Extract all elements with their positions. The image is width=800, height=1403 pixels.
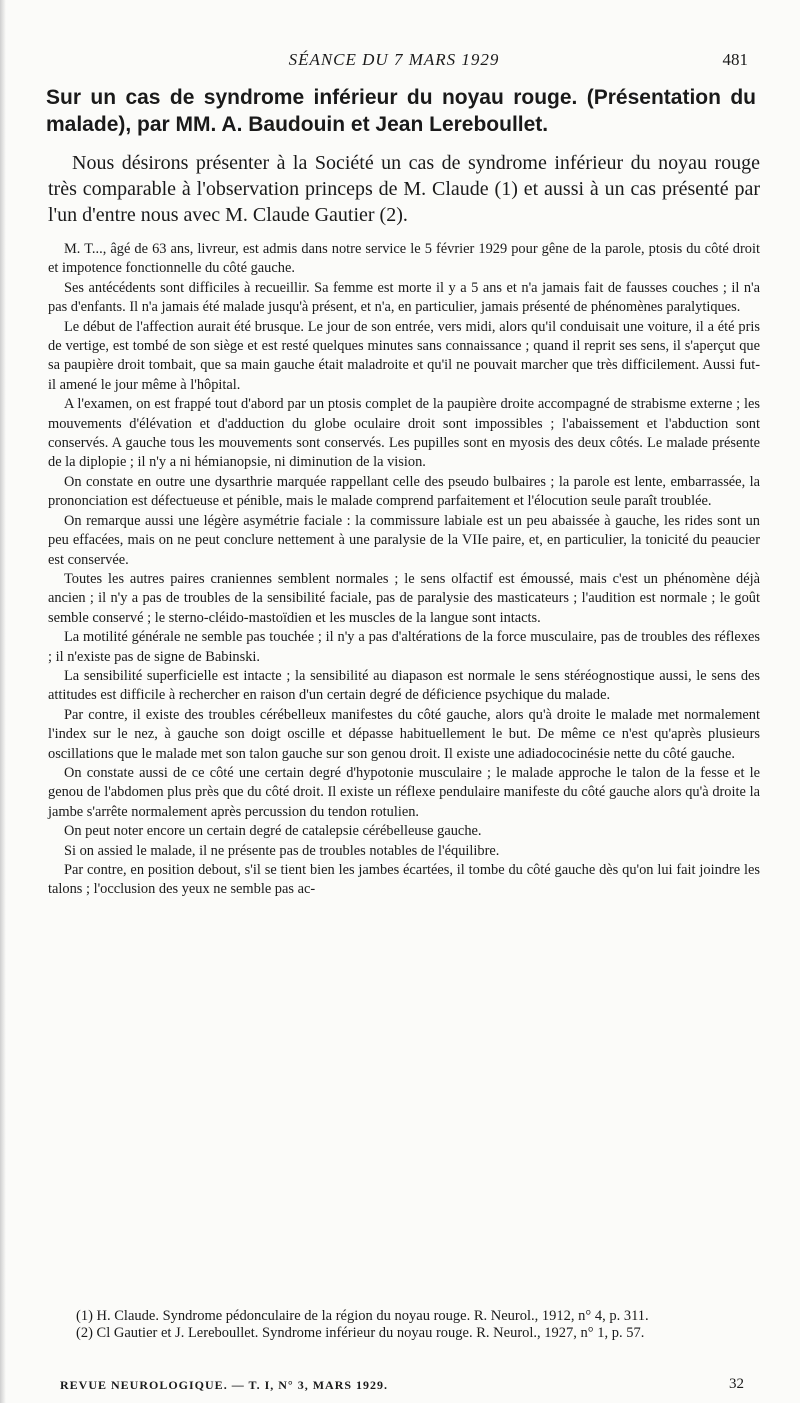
article-title: Sur un cas de syndrome inférieur du noyau rouge. (Présentation du malade), par MM. A. Baudouin et Jean Lereboullet. [46, 86, 756, 136]
body-paragraph: Par contre, en position debout, s'il se tient bien les jambes écartées, il tombe du côté gauche dès qu'on lui fait joindre les talons ; l'occlusion des yeux ne semble pas ac- [48, 862, 760, 898]
running-title: SÉANCE DU 7 MARS 1929 [288, 50, 500, 69]
body-paragraph: Si on assied le malade, il ne présente pas de troubles notables de l'équilibre. [64, 842, 500, 859]
page-footer [60, 1376, 744, 1396]
journal-reference: REVUE NEUROLOGIQUE. — T. I, N° 3, MARS 1929. [60, 1378, 389, 1392]
body-paragraph: Par contre, il existe des troubles cérébelleux manifestes du côté gauche, alors qu'à droite le malade met normalement l'index sur le nez, à gauche son doigt oscille et dépasse habituellement le but. De même ce n'est qu'après plusieurs oscillations que le malade met son talon gauche sur son genou droit. Il existe une adiadococinésie nette du côté gauche. [48, 706, 760, 762]
body-paragraph: Le début de l'affection aurait été brusque. Le jour de son entrée, vers midi, alors qu'il conduisait une voiture, il a été pris de vertige, est tombé de son siège et est resté quelques minutes sans connaissance ; quand il reprit ses sens, il s'aperçut que sa paupière droit tombait, que sa main gauche était maladroite et qu'il ne pouvait marcher que très difficilement. Aussi fut-il amené le jour même à l'hôpital. [48, 318, 760, 393]
footnote: (1) H. Claude. Syndrome pédonculaire de la région du noyau rouge. R. Neurol., 1912, n° 4, p. 311. [76, 1308, 649, 1324]
intro-paragraph: Nous désirons présenter à la Société un cas de syndrome inférieur du noyau rouge très comparable à l'observation princeps de M. Claude (1) et aussi à un cas présenté par l'un d'entre nous avec M. Claude Gautier (2). [48, 152, 760, 226]
page-edge-shadow [0, 0, 6, 1403]
body-paragraph: Toutes les autres paires craniennes semblent normales ; le sens olfactif est émoussé, mais c'est un phénomène déjà ancien ; il n'y a pas de troubles de la sensibilité faciale, pas de paralysie des masticateurs ; l'audition est normale ; le goût semble conservé ; le sterno-cléido-mastoïdien et les muscles de la langue sont intacts. [48, 570, 760, 626]
body-paragraph: On remarque aussi une légère asymétrie faciale : la commissure labiale est un peu abaissée à gauche, les rides sont un peu effacées, mais on ne peut conclure nettement à une paralysie de la VIIe paire, et, en particulier, la tonicité du peaucier est conservée. [48, 512, 760, 568]
body-paragraph: M. T..., âgé de 63 ans, livreur, est admis dans notre service le 5 février 1929 pour gêne de la parole, ptosis du côté droit et impotence fonctionnelle du côté gauche. [48, 241, 760, 277]
footnotes [56, 1308, 760, 1342]
footnote: (2) Cl Gautier et J. Lereboullet. Syndrome inférieur du noyau rouge. R. Neurol., 1927, n° 1, p. 57. [76, 1325, 645, 1341]
body-paragraph: La motilité générale ne semble pas touchée ; il n'y a pas d'altérations de la force musculaire, pas de troubles des réflexes ; il n'existe pas de signe de Babinski. [48, 629, 760, 665]
running-head [40, 50, 748, 74]
page-number: 481 [722, 50, 748, 69]
body-paragraph: On peut noter encore un certain degré de catalepsie cérébelleuse gauche. [64, 823, 482, 840]
signature-mark: 32 [729, 1376, 744, 1392]
body-paragraph: A l'examen, on est frappé tout d'abord par un ptosis complet de la paupière droite accompagné de strabisme externe ; les mouvements d'élévation et d'adduction du globe oculaire droit sont impossibles ; l'abaissement et l'abduction sont conservés. A gauche tous les mouvements sont conservés. Les pupilles sont en myosis des deux côtés. Le malade présente de la diplopie ; il n'y a ni hémianopsie, ni diminution de la vision. [48, 396, 760, 471]
body-paragraph: On constate aussi de ce côté une certain degré d'hypotonie musculaire ; le malade approche le talon de la fesse et le genou de l'abdomen plus près que du côté droit. Il existe un réflexe pendulaire manifeste du côté gauche alors qu'à droite la jambe s'arrête normalement après percussion du tendon rotulien. [48, 764, 760, 820]
body-paragraph: On constate en outre une dysarthrie marquée rappellant celle des pseudo bulbaires ; la parole est lente, embarrassée, la prononciation est défectueuse et pénible, mais le malade comprend parfaitement et l'élocution seule paraît troublée. [48, 473, 760, 510]
article-body [48, 240, 760, 900]
body-paragraph: Ses antécédents sont difficiles à recueillir. Sa femme est morte il y a 5 ans et n'a jamais fait de fausses couches ; il n'a pas d'enfants. Il n'a jamais été malade jusqu'à présent, et n'a, en particulier, jamais présenté de phénomènes paralytiques. [48, 279, 760, 316]
body-paragraph: La sensibilité superficielle est intacte ; la sensibilité au diapason est normale le sens stéréognostique aussi, le sens des attitudes est difficile à rechercher en raison d'un certain degré de déficience psychique du malade. [48, 667, 760, 704]
